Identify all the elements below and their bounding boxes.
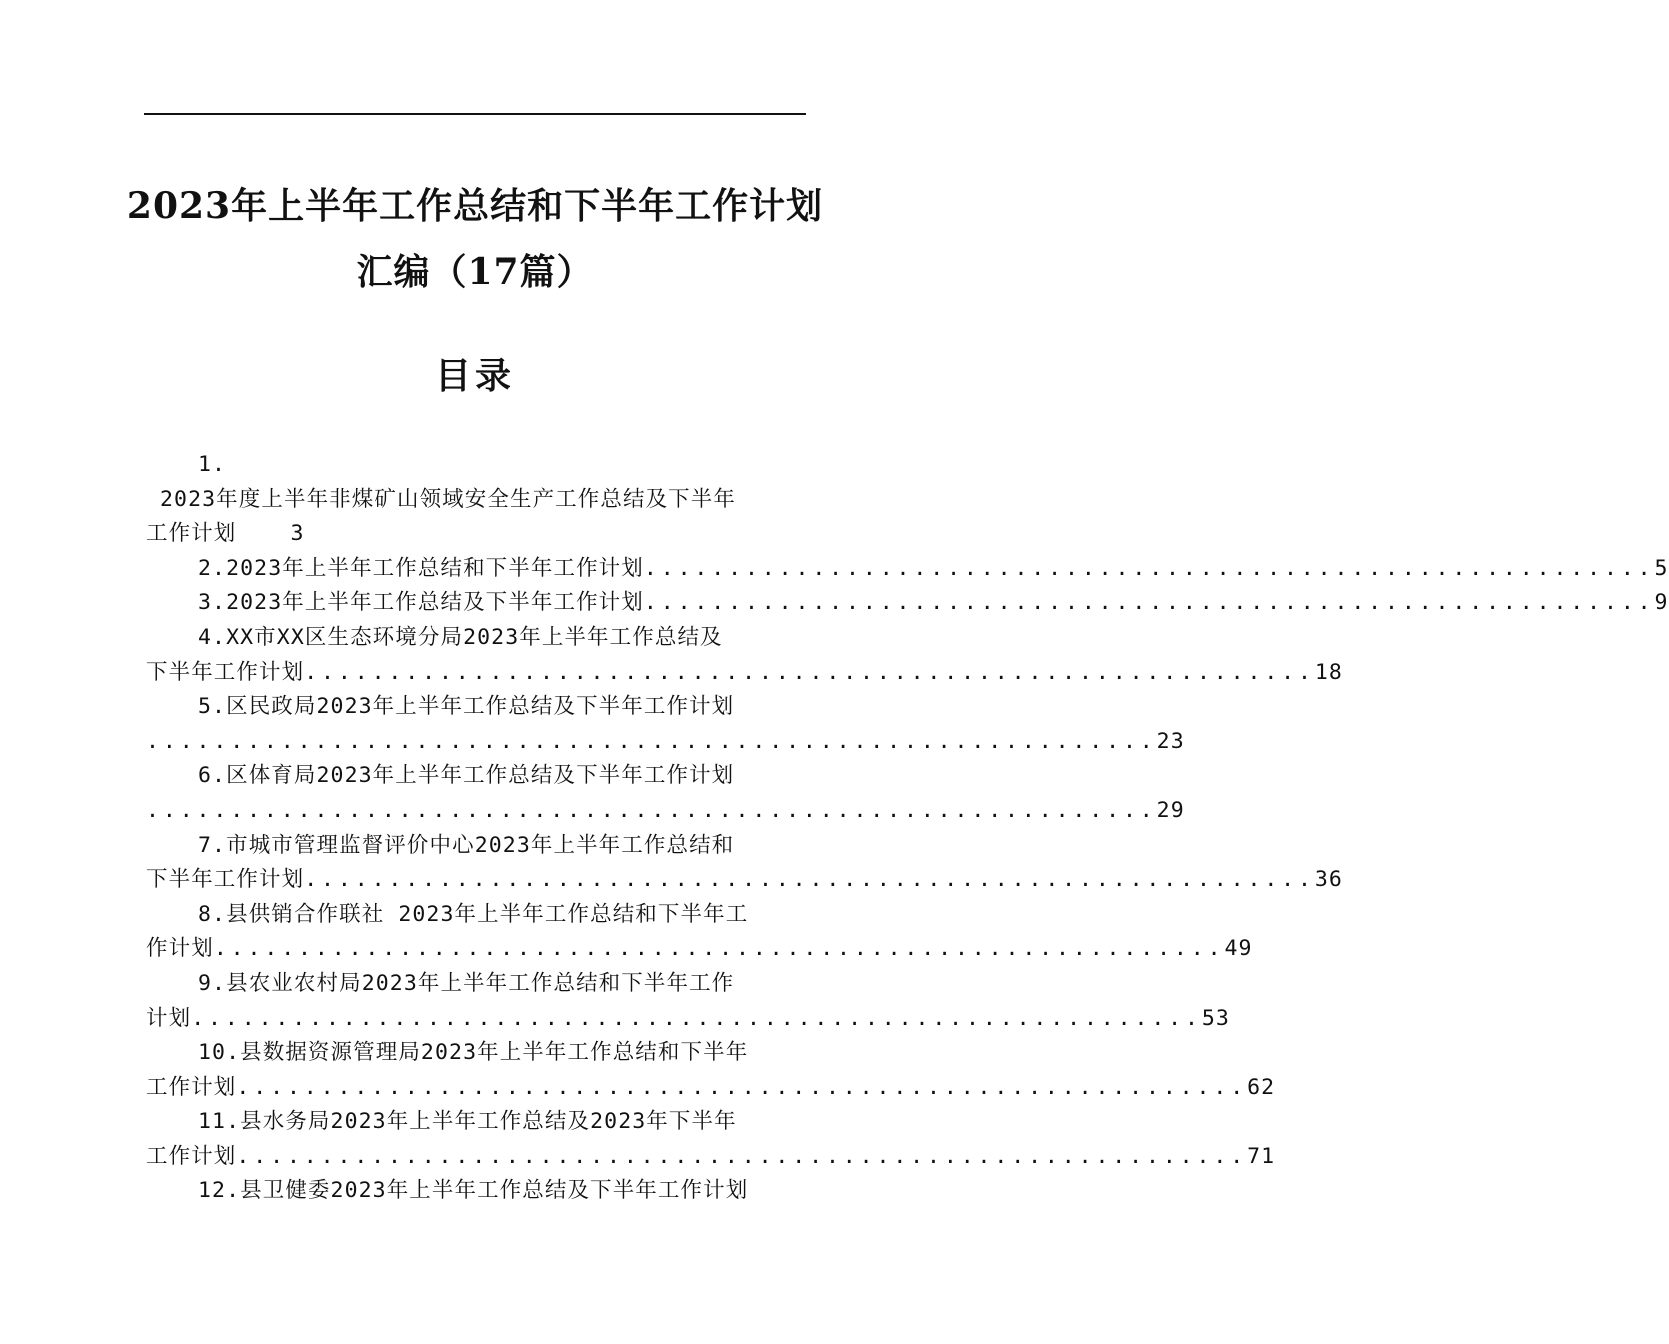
- toc-entry-1-text: 工作计划: [146, 521, 237, 547]
- toc-entry-5-leader: ............................................................: [146, 728, 1157, 754]
- toc-entry-11-line2[interactable]: [146, 1140, 1276, 1175]
- toc-entry-11-line1[interactable]: 11.县水务局2023年上半年工作总结及2023年下半年: [198, 1109, 737, 1135]
- toc-entry-7-leader: ............................................................: [304, 867, 1315, 893]
- toc-entry-1-line2[interactable]: [146, 517, 806, 552]
- toc-entry-7-page: 36: [1314, 867, 1343, 893]
- toc-entry-7-line1[interactable]: 7.市城市管理监督评价中心2023年上半年工作总结和: [198, 832, 735, 858]
- toc-entry-2-leader: ............................................................: [643, 555, 1655, 581]
- toc-entry-2-text: 2.2023年上半年工作总结和下半年工作计划: [198, 555, 644, 581]
- toc-entry-12-line1[interactable]: 12.县卫健委2023年上半年工作总结及下半年工作计划: [198, 1178, 749, 1204]
- toc-entry-4-line1[interactable]: 4.XX市XX区生态环境分局2023年上半年工作总结及: [198, 624, 723, 650]
- toc-entry-8-line1[interactable]: 8.县供销合作联社 2023年上半年工作总结和下半年工: [198, 901, 749, 927]
- toc-entry-11-page: 71: [1247, 1143, 1276, 1169]
- toc-entry-9-line2[interactable]: [146, 1002, 1230, 1037]
- toc-entry-11-text: 工作计划: [146, 1143, 237, 1169]
- toc-entry-7-text: 下半年工作计划: [146, 867, 305, 893]
- toc-entry-7-line2[interactable]: [146, 863, 1343, 898]
- toc-heading: 目录: [434, 355, 515, 397]
- toc-entry-3[interactable]: [146, 586, 1669, 621]
- toc-entry-4-line2[interactable]: [146, 656, 1343, 691]
- toc-entry-5-page: 23: [1156, 728, 1185, 754]
- toc-entry-10-line2[interactable]: [146, 1071, 1276, 1106]
- toc-entry-6-line2[interactable]: [146, 794, 1185, 829]
- toc-entry-9-leader: ............................................................: [191, 1005, 1202, 1031]
- toc-entry-10-text: 工作计划: [146, 1074, 237, 1100]
- toc-entry-10-line1[interactable]: 10.县数据资源管理局2023年上半年工作总结和下半年: [198, 1040, 749, 1066]
- toc-entry-2-page: 5: [1654, 555, 1669, 581]
- document-subtitle: 汇编（17篇）: [356, 251, 594, 293]
- toc-entry-1-line1[interactable]: 2023年度上半年非煤矿山领域安全生产工作总结及下半年: [160, 486, 736, 512]
- top-rule: [144, 113, 806, 115]
- toc-entry-11-leader: ............................................................: [236, 1143, 1248, 1169]
- toc-entry-3-text: 3.2023年上半年工作总结及下半年工作计划: [198, 590, 644, 616]
- toc-entry-1-number[interactable]: 1.: [198, 452, 227, 477]
- toc-entry-8-page: 49: [1224, 936, 1253, 962]
- toc-entry-6-leader: ............................................................: [146, 797, 1157, 823]
- toc-entry-4-page: 18: [1314, 659, 1343, 685]
- toc-entry-4-leader: ............................................................: [304, 659, 1315, 685]
- toc-entry-8-text: 作计划: [146, 936, 214, 962]
- toc-entry-5-line2[interactable]: [146, 725, 1185, 760]
- toc-entry-9-page: 53: [1201, 1005, 1230, 1031]
- toc-entry-2[interactable]: [146, 552, 1669, 587]
- toc-entry-8-line2[interactable]: [146, 932, 1253, 967]
- toc-entry-9-line1[interactable]: 9.县农业农村局2023年上半年工作总结和下半年工作: [198, 970, 735, 996]
- toc-entry-3-leader: ............................................................: [643, 590, 1655, 616]
- toc-entry-8-leader: ............................................................: [213, 936, 1225, 962]
- table-of-contents: [146, 448, 1669, 1209]
- toc-entry-4-text: 下半年工作计划: [146, 659, 305, 685]
- toc-entry-5-line1[interactable]: 5.区民政局2023年上半年工作总结及下半年工作计划: [198, 694, 735, 720]
- toc-entry-10-page: 62: [1247, 1074, 1276, 1100]
- document-title: 2023年上半年工作总结和下半年工作计划: [126, 185, 824, 227]
- toc-entry-9-text: 计划: [146, 1005, 192, 1031]
- toc-entry-1-page: 3: [290, 521, 305, 547]
- toc-entry-6-page: 29: [1156, 797, 1185, 823]
- toc-entry-10-leader: ............................................................: [236, 1074, 1248, 1100]
- toc-entry-3-page: 9: [1654, 590, 1669, 616]
- toc-entry-6-line1[interactable]: 6.区体育局2023年上半年工作总结及下半年工作计划: [198, 763, 735, 789]
